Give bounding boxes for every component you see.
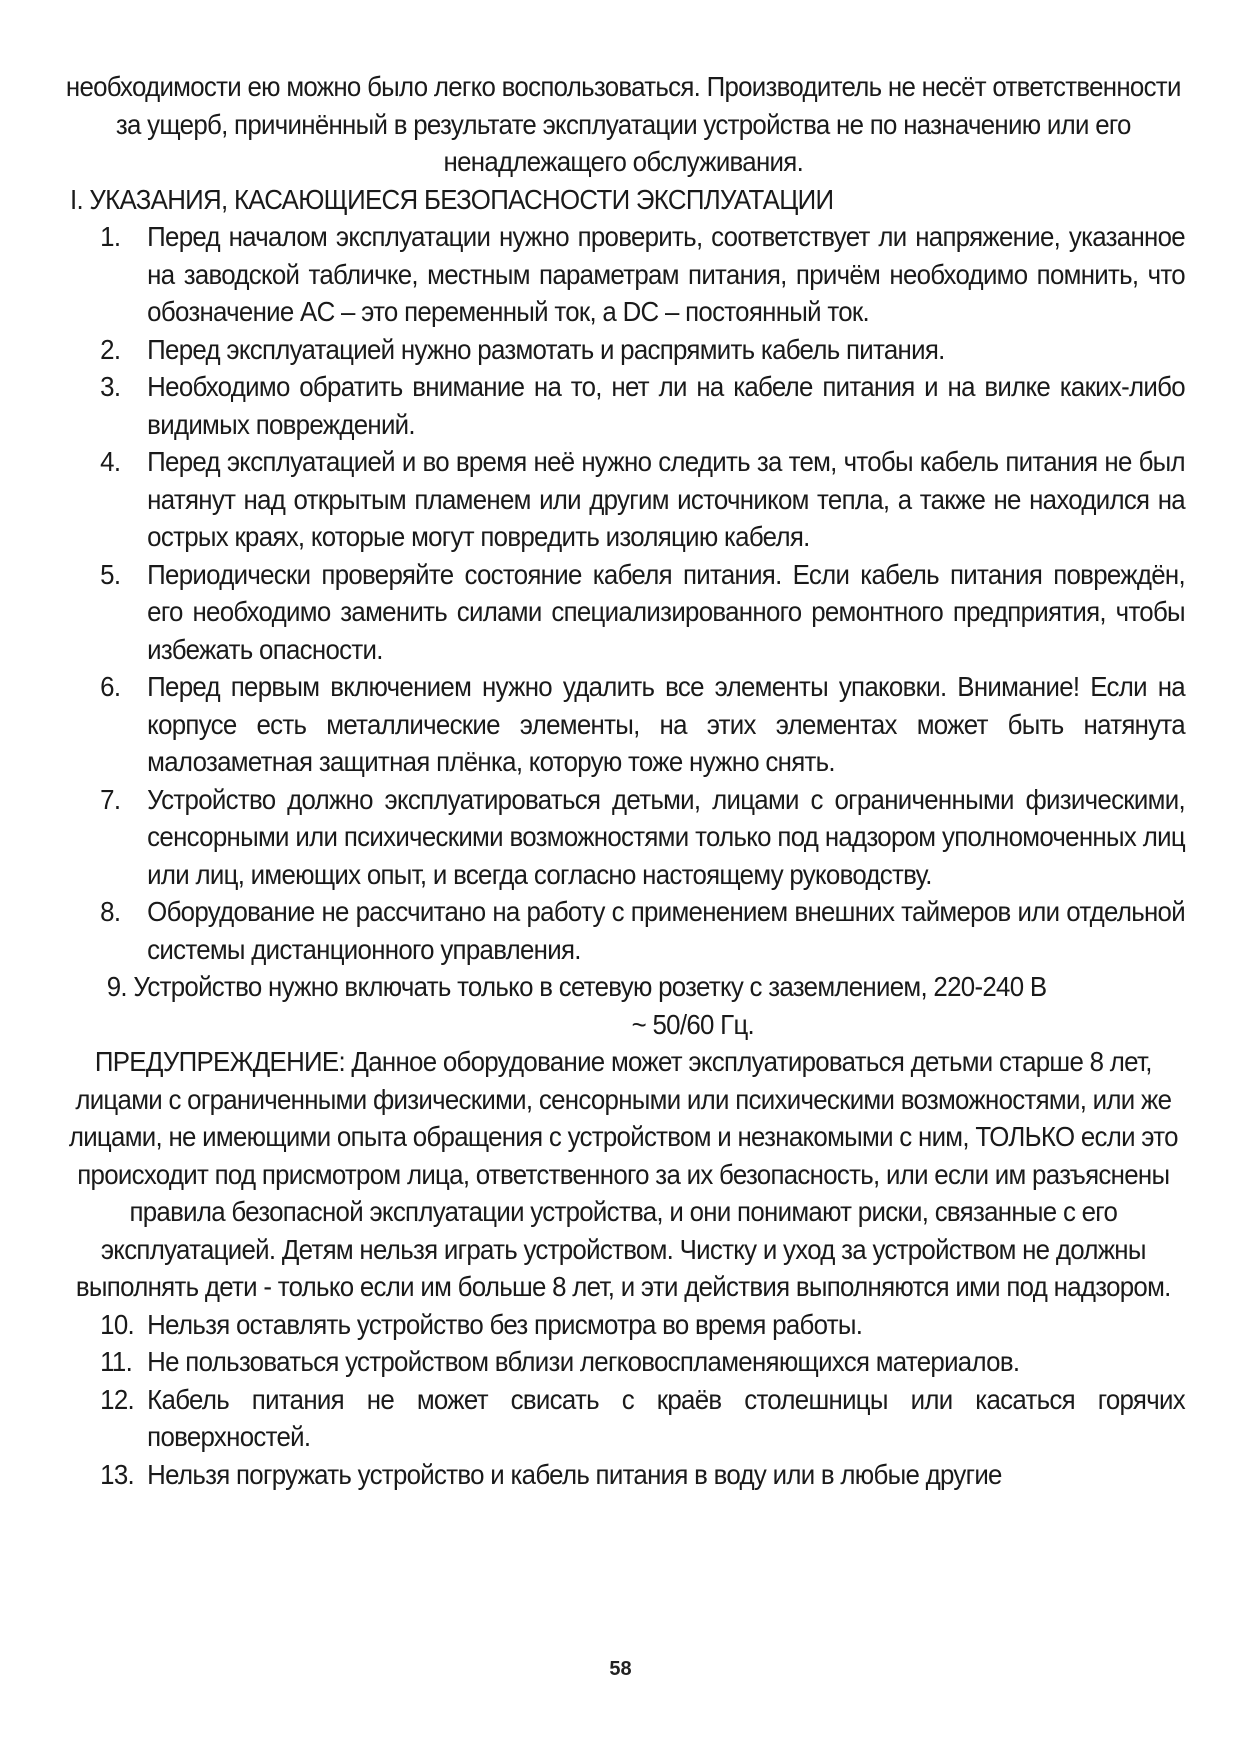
item-text: Перед эксплуатацией и во время неё нужно следить за тем, чтобы кабель питания не был натянут над открытым пламенем или другим источником тепла, а также не находился на острых краях, которые могут повредить изоляцию кабеля. [147,446,1185,552]
item-text: Кабель питания не может свисать с краёв столешницы или касаться горячих поверхностей. [147,1383,1185,1452]
list-item [56,781,1191,894]
intro-paragraph: необходимости ею можно было легко воспользоваться. Производитель не несёт ответственности за ущерб, причинённый в результате эксплуатации устройства не по назначению или его ненадлежащего обслуживания. [65,71,1181,177]
item-number: 11. [100,1346,133,1377]
manual-page [56,68,1191,1493]
item-text: Необходимо обратить внимание на то, нет ли на кабеле питания и на вилке каких-либо видимых повреждений. [147,371,1185,440]
item-number: 3. [100,371,121,402]
rule-9-frequency: ~ 50/60 Гц. [631,1008,755,1040]
item-text: Перед эксплуатацией нужно размотать и распрямить кабель питания. [147,333,945,365]
item-number: 4. [100,446,121,477]
list-item [56,1306,1191,1344]
item-text: Периодически проверяйте состояние кабеля питания. Если кабель питания повреждён, его необходимо заменить силами специализированного ремонтного предприятия, чтобы избежать опасности. [147,558,1185,665]
item-number: 7. [100,783,121,815]
item-number: 8. [100,896,121,927]
list-item [56,443,1191,556]
item-text: Устройство должно эксплуатироваться детьми, лицами с ограниченными физическими, сенсорными или психическими возможностями только под надзором уполномоченных лиц или лиц, имеющих опыт, и всегда согласно настоящему руководству. [147,783,1185,890]
list-item [56,331,1191,369]
rule-9 [56,968,1241,1043]
list-item [56,1456,1191,1494]
item-text: Нельзя погружать устройство и кабель питания в воду или в любые другие [147,1458,1002,1490]
warning-paragraph: ПРЕДУПРЕЖДЕНИЕ: Данное оборудование может эксплуатироваться детьми старше 8 лет, лицами с ограниченными физическими, сенсорными или психическими возможностями, или же лицами, не имеющими опыта обращения с устройством и незнакомыми с ним, ТОЛЬКО если это происходит под присмотром лица, ответственного за их безопасность, или если им разъяснены правила безопасной эксплуатации устройства, и они понимают риски, связанные с его эксплуатацией. Детям нельзя играть устройством. Чистку и уход за устройством не должны выполнять дети - только если им больше 8 лет, и эти действия выполняются ими под надзором. [68,1046,1178,1302]
safety-rules-list-continued [56,1306,1191,1494]
item-number: 6. [100,671,121,702]
item-number: 5. [100,558,121,590]
list-item [56,218,1191,331]
item-text: Не пользоваться устройством вблизи легковоспламеняющихся материалов. [147,1346,1020,1377]
item-text: Нельзя оставлять устройство без присмотра во время работы. [147,1308,863,1340]
list-item [56,368,1191,443]
section-title: I. УКАЗАНИЯ, КАСАЮЩИЕСЯ БЕЗОПАСНОСТИ ЭКСПЛУАТАЦИИ [70,183,834,215]
item-number: 1. [100,221,121,252]
list-item [56,668,1191,781]
item-text: Перед первым включением нужно удалить все элементы упаковки. Внимание! Если на корпусе есть металлические элементы, на этих элементах может быть натянута малозаметная защитная плёнка, которую тоже нужно снять. [147,671,1185,777]
rule-9-text: 9. Устройство нужно включать только в сетевую розетку с заземлением, 220-240 В [106,971,1047,1002]
item-number: 13. [100,1458,135,1490]
item-text: Оборудование не рассчитано на работу с применением внешних таймеров или отдельной системы дистанционного управления. [147,896,1185,965]
list-item [56,556,1191,669]
page-number: 58 [609,1658,632,1680]
safety-rules-list [56,218,1191,968]
item-number: 2. [100,333,121,365]
item-number: 12. [100,1383,135,1415]
list-item [56,893,1191,968]
list-item [56,1381,1191,1456]
list-item [56,1343,1191,1381]
item-text: Перед началом эксплуатации нужно проверить, соответствует ли напряжение, указанное на заводской табличке, местным параметрам питания, причём необходимо помнить, что обозначение AC – это переменный ток, а DC – постоянный ток. [147,221,1185,327]
item-number: 10. [100,1308,135,1340]
